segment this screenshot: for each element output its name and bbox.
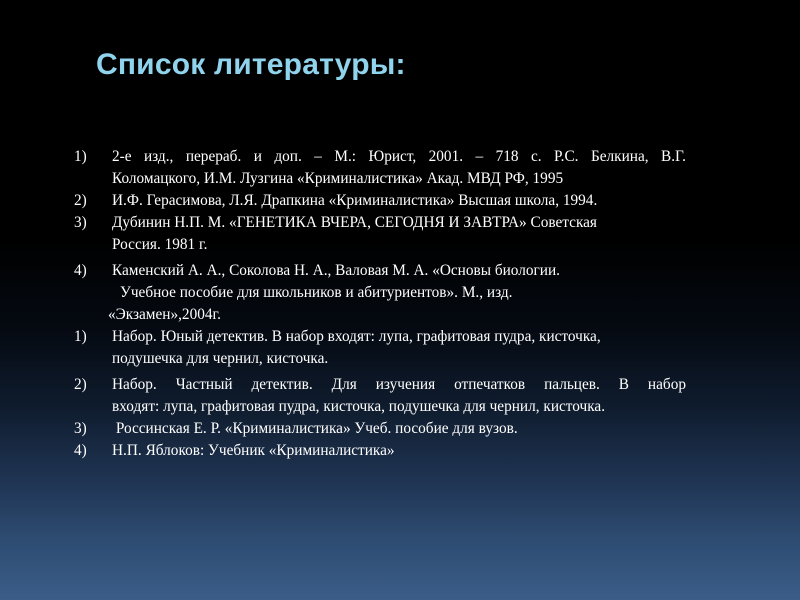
reference-item bbox=[74, 146, 686, 190]
reference-list bbox=[74, 146, 686, 462]
reference-number: 4) bbox=[74, 442, 87, 459]
reference-number: 1) bbox=[74, 148, 87, 165]
reference-item bbox=[74, 212, 686, 256]
reference-number: 1) bbox=[74, 328, 87, 345]
reference-line: Учебное пособие для школьников и абитуриентов». М., изд. bbox=[120, 284, 513, 301]
reference-line: Набор. Частный детектив. Для изучения отпечатков пальцев. В набор bbox=[112, 376, 686, 393]
reference-line: «Экзамен»,2004г. bbox=[108, 306, 221, 323]
reference-line: Каменский А. А., Соколова Н. А., Валовая М. А. «Основы биологии. bbox=[112, 262, 561, 279]
reference-line: Россия. 1981 г. bbox=[112, 236, 208, 253]
reference-number: 2) bbox=[74, 376, 87, 393]
reference-number: 3) bbox=[74, 214, 87, 231]
reference-item bbox=[74, 260, 686, 326]
reference-line: Россинская Е. Р. «Криминалистика» Учеб. пособие для вузов. bbox=[112, 420, 518, 437]
reference-number: 4) bbox=[74, 262, 87, 279]
reference-line: Дубинин Н.П. М. «ГЕНЕТИКА ВЧЕРА, СЕГОДНЯ И ЗАВТРА» Советская bbox=[112, 214, 597, 231]
reference-line: подушечка для чернил, кисточка. bbox=[112, 350, 329, 367]
reference-line: входят: лупа, графитовая пудра, кисточка, подушечка для чернил, кисточка. bbox=[112, 398, 606, 415]
reference-line: И.Ф. Герасимова, Л.Я. Драпкина «Криминалистика» Высшая школа, 1994. bbox=[112, 192, 598, 209]
reference-item bbox=[74, 418, 686, 440]
reference-line: Н.П. Яблоков: Учебник «Криминалистика» bbox=[112, 442, 395, 459]
reference-line: Коломацкого, И.М. Лузгина «Криминалистика» Акад. МВД РФ, 1995 bbox=[112, 170, 564, 187]
reference-number: 3) bbox=[74, 420, 87, 437]
reference-line: Набор. Юный детектив. В набор входят: лупа, графитовая пудра, кисточка, bbox=[112, 328, 601, 345]
slide-title: Список литературы: bbox=[96, 48, 406, 81]
reference-item bbox=[74, 326, 686, 370]
reference-line: 2-е изд., перераб. и доп. – М.: Юрист, 2001. – 718 с. Р.С. Белкина, В.Г. bbox=[112, 148, 686, 165]
reference-item bbox=[74, 440, 686, 462]
reference-item bbox=[74, 190, 686, 212]
reference-item bbox=[74, 374, 686, 418]
reference-number: 2) bbox=[74, 192, 87, 209]
